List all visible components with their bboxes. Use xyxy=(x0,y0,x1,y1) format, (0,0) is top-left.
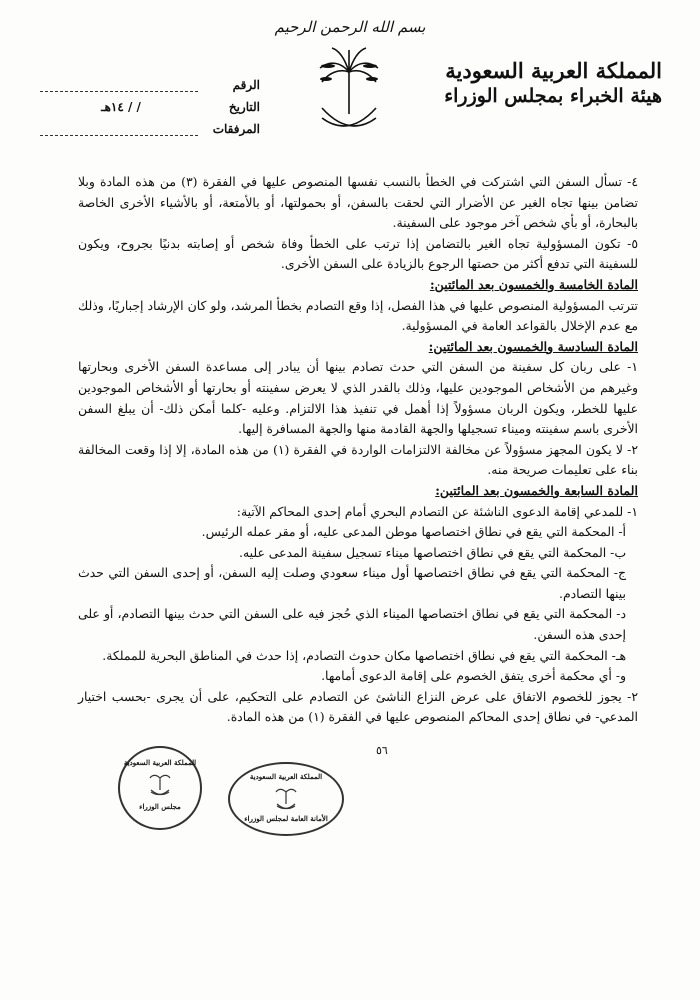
organization-name xyxy=(442,58,662,107)
date-row xyxy=(40,92,260,114)
council-seal-stamp xyxy=(118,746,202,830)
article-257-clause-1c: ج- المحكمة التي يقع في نطاق اختصاصها أول ميناء سعودي وصلت إليه السفن، أو إحدى السفن التي حدث بينها التصادم. xyxy=(78,565,626,601)
official-seal-stamp xyxy=(228,762,344,836)
paragraph-4: ٤- تسأل السفن التي اشتركت في الخطأ بالنسب نفسها المنصوص عليها في الفقرة (٣) من هذه المادة وبلا تضامن بينها تجاه الغير عن الأضرار التي لحقت بالسفن، أو بحمولتها، أو بالأمتعة، أو بالأشياء الأخرى الخاصة بالبحارة، أو بأي شخص آخر موجود على السفينة. xyxy=(78,174,638,231)
reference-block xyxy=(40,70,260,136)
ref-number-label: الرقم xyxy=(232,78,260,92)
letterhead xyxy=(0,10,700,135)
seal-left-top-text: المملكة العربية السعودية xyxy=(123,758,197,767)
attachments-label: المرفقات xyxy=(212,122,260,136)
article-256-clause-2: ٢- لا يكون المجهز مسؤولاً عن مخالفة الالتزامات الواردة في الفقرة (١) من هذه المادة، إلا إذا وقعت المخالفة بناء على تعليمات صريحة منه. xyxy=(78,441,638,478)
article-255-heading: المادة الخامسة والخمسون بعد المائتين: xyxy=(429,276,638,292)
seal-emblem-icon xyxy=(274,786,298,812)
article-257-heading: المادة السابعة والخمسون بعد المائتين: xyxy=(435,482,638,498)
article-257-clause-2: ٢- يجوز للخصوم الاتفاق على عرض النزاع الناشئ عن التصادم على التحكيم، على أن يجرى -بحسب اختيار المدعي- في نطاق إحدى المحاكم المنصوص عليها في الفقرة (١) من هذه المادة. xyxy=(78,688,638,725)
document-footer xyxy=(0,738,700,848)
seal-left-emblem-icon xyxy=(148,772,172,798)
article-257-clause-1b: ب- المحكمة التي يقع في نطاق اختصاصها ميناء تسجيل سفينة المدعى عليه. xyxy=(239,544,626,560)
paragraph-5: ٥- تكون المسؤولية تجاه الغير بالتضامن إذا ترتب على الخطأ وفاة شخص أو إصابته بدنيًا بجروح، ويكون للسفينة التي تدفع أكثر من حصتها الرجوع بالزيادة على السفن الأخرى. xyxy=(78,235,638,272)
article-257-clause-1f: و- أي محكمة أخرى يتفق الخصوم على إقامة الدعوى أمامها. xyxy=(321,668,626,684)
bismillah: بسم الله الرحمن الرحيم xyxy=(274,18,426,36)
article-256-heading: المادة السادسة والخمسون بعد المائتين: xyxy=(428,338,638,354)
date-label: التاريخ xyxy=(228,100,260,114)
attachments-line xyxy=(40,123,198,136)
article-257-clause-1a: أ- المحكمة التي يقع في نطاق اختصاصها موطن المدعى عليه، أو مقر عمله الرئيس. xyxy=(201,524,626,540)
seal-right-top-text: المملكة العربية السعودية xyxy=(249,772,323,781)
article-257-clause-1: ١- للمدعي إقامة الدعوى الناشئة عن التصادم البحري أمام إحدى المحاكم الآتية: xyxy=(236,503,638,519)
attachments-row xyxy=(40,114,260,136)
page-number: ٥٦ xyxy=(376,744,388,757)
ref-number-line xyxy=(40,79,198,92)
article-255-text: تترتب المسؤولية المنصوص عليها في هذا الفصل، إذا وقع التصادم بخطأ المرشد، ولو كان الإرشاد إجباريًا، وذلك مع عدم الإخلال بالقواعد العامة في المسؤولية. xyxy=(78,297,638,334)
date-value: / / ١٤هـ xyxy=(101,100,141,114)
org-country: المملكة العربية السعودية xyxy=(445,58,662,83)
document-body xyxy=(78,172,638,728)
seal-left-bottom-text: مجلس الوزراء xyxy=(139,802,181,811)
article-256-clause-1: ١- على ربان كل سفينة من السفن التي حدث تصادم بينها أن يبادر إلى مساعدة السفن الأخرى وبحارتها وغيرهم من الأشخاص الموجودين عليها، وذلك بالقدر الذي لا يعرض سفينته أو بحارتها أو الأشخاص الموجودين عليها للخطر، ويكون الربان مسؤولاً إذا أهمل في تنفيذ هذا الالتزام. وعليه -كلما أمكن ذلك- أن يبلغ السفن الأخرى باسم سفينته وميناء تسجيلها والجهة القادمة منها والجهة المسافرة إليها. xyxy=(78,359,638,437)
article-257-clause-1d: د- المحكمة التي يقع في نطاق اختصاصها الميناء الذي حُجز فيه على السفن التي حدث بينها التصادم، أو على إحدى هذه السفن. xyxy=(78,606,626,643)
ref-number-row xyxy=(40,70,260,92)
article-257-clause-1e: هـ- المحكمة التي يقع في نطاق اختصاصها مكان حدوث التصادم، إذا حدث في المناطق البحرية للمملكة. xyxy=(102,647,626,663)
seal-right-bottom-text: الأمانة العامة لمجلس الوزراء xyxy=(244,814,328,823)
org-authority: هيئة الخبراء بمجلس الوزراء xyxy=(444,85,662,107)
saudi-emblem-icon xyxy=(314,42,384,142)
